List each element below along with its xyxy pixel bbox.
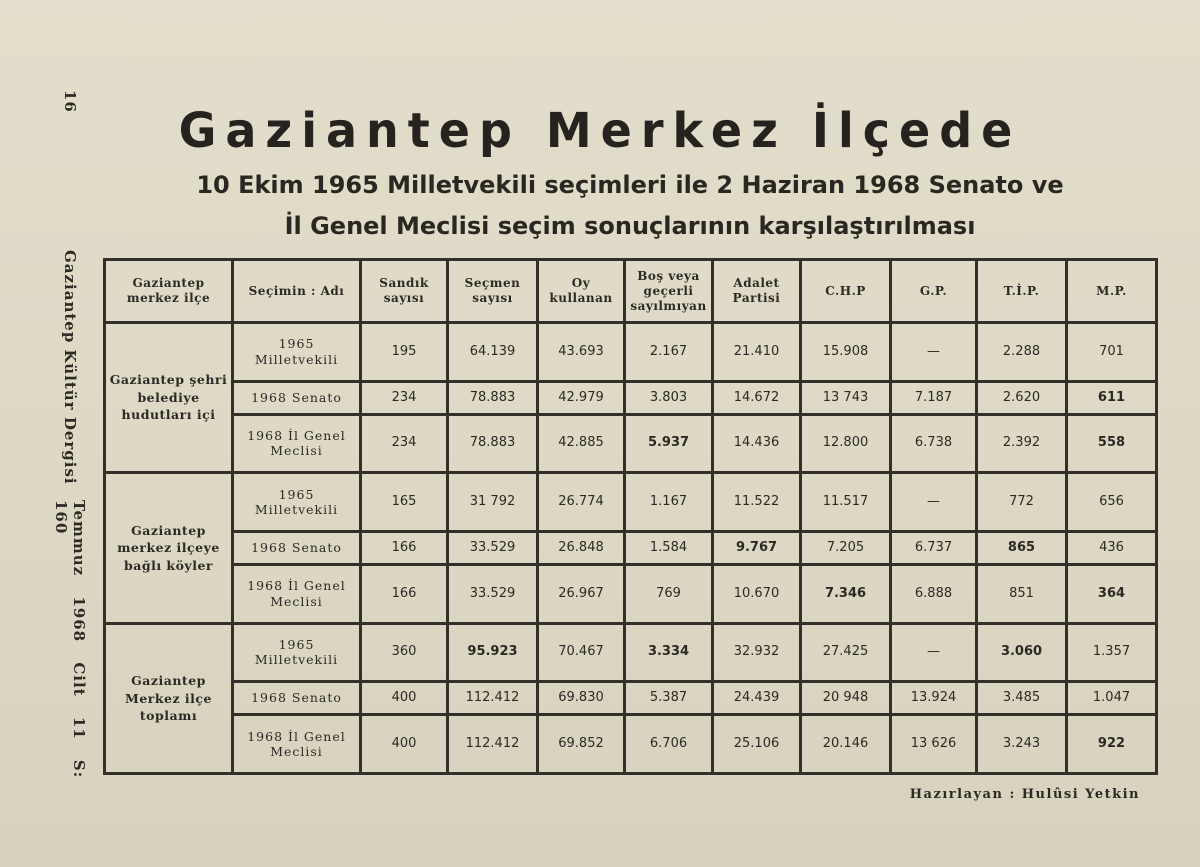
- header-invalid-votes: Boş veya geçerli sayılmıyan: [625, 260, 713, 323]
- cell-mp: 1.357: [1067, 623, 1157, 682]
- table-row: [105, 323, 1157, 382]
- table-row: [105, 564, 1157, 623]
- page-title: Gaziantep Merkez İlçede: [178, 101, 1022, 159]
- cell-tip: 2.392: [977, 414, 1067, 473]
- cell-invalid-votes: 5.387: [625, 682, 713, 715]
- cell-ap: 14.436: [713, 414, 801, 473]
- cell-ap: 25.106: [713, 715, 801, 774]
- cell-invalid-votes: 3.334: [625, 623, 713, 682]
- header-ballot-boxes: Sandık sayısı: [361, 260, 448, 323]
- cell-votes-cast: 42.979: [538, 381, 625, 414]
- cell-voters: 78.883: [448, 414, 538, 473]
- header-chp: C.H.P: [801, 260, 891, 323]
- cell-invalid-votes: 769: [625, 564, 713, 623]
- cell-ballot-boxes: 400: [361, 682, 448, 715]
- header-tip: T.İ.P.: [977, 260, 1067, 323]
- cell-ap: 11.522: [713, 473, 801, 532]
- header-voters: Seçmen sayısı: [448, 260, 538, 323]
- cell-ballot-boxes: 166: [361, 564, 448, 623]
- cell-votes-cast: 70.467: [538, 623, 625, 682]
- table-row: [105, 381, 1157, 414]
- table-row: [105, 531, 1157, 564]
- cell-ballot-boxes: 165: [361, 473, 448, 532]
- cell-voters: 33.529: [448, 564, 538, 623]
- table-row: [105, 715, 1157, 774]
- cell-ap: 24.439: [713, 682, 801, 715]
- cell-voters: 33.529: [448, 531, 538, 564]
- cell-voters: 31 792: [448, 473, 538, 532]
- cell-chp: 11.517: [801, 473, 891, 532]
- region-cell: Gaziantep merkez ilçeye bağlı köyler: [105, 473, 233, 623]
- election-name-cell: 1965 Milletvekili: [233, 473, 361, 532]
- cell-invalid-votes: 1.167: [625, 473, 713, 532]
- cell-invalid-votes: 2.167: [625, 323, 713, 382]
- cell-mp: 364: [1067, 564, 1157, 623]
- cell-tip: 772: [977, 473, 1067, 532]
- cell-gp: 6.888: [891, 564, 977, 623]
- cell-voters: 64.139: [448, 323, 538, 382]
- issue-info: Temmuz 1968 Cilt 11 S: 160: [52, 500, 88, 779]
- cell-ballot-boxes: 166: [361, 531, 448, 564]
- subtitle-line-2: İl Genel Meclisi seçim sonuçlarının karşılaştırılması: [284, 212, 976, 240]
- cell-tip: 3.243: [977, 715, 1067, 774]
- header-votes-cast: Oy kullanan: [538, 260, 625, 323]
- cell-votes-cast: 26.774: [538, 473, 625, 532]
- cell-votes-cast: 69.830: [538, 682, 625, 715]
- cell-ap: 9.767: [713, 531, 801, 564]
- cell-tip: 865: [977, 531, 1067, 564]
- election-name-cell: 1965 Milletvekili: [233, 323, 361, 382]
- table-header-row: [105, 260, 1157, 323]
- cell-invalid-votes: 6.706: [625, 715, 713, 774]
- cell-ballot-boxes: 360: [361, 623, 448, 682]
- page-number: 16: [61, 90, 79, 113]
- cell-gp: 7.187: [891, 381, 977, 414]
- header-gp: G.P.: [891, 260, 977, 323]
- cell-mp: 656: [1067, 473, 1157, 532]
- cell-mp: 922: [1067, 715, 1157, 774]
- region-cell: Gaziantep şehri belediye hudutları içi: [105, 323, 233, 473]
- cell-voters: 112.412: [448, 715, 538, 774]
- cell-ap: 14.672: [713, 381, 801, 414]
- table-row: [105, 623, 1157, 682]
- election-name-cell: 1968 Senato: [233, 682, 361, 715]
- cell-gp: —: [891, 623, 977, 682]
- cell-tip: 2.288: [977, 323, 1067, 382]
- credit-line: Hazırlayan : Hulûsi Yetkin: [909, 787, 1140, 802]
- header-mp: M.P.: [1067, 260, 1157, 323]
- cell-mp: 1.047: [1067, 682, 1157, 715]
- cell-chp: 15.908: [801, 323, 891, 382]
- election-name-cell: 1968 İl Genel Meclisi: [233, 715, 361, 774]
- election-name-cell: 1968 Senato: [233, 381, 361, 414]
- election-name-cell: 1968 İl Genel Meclisi: [233, 564, 361, 623]
- cell-gp: 6.737: [891, 531, 977, 564]
- cell-gp: 13.924: [891, 682, 977, 715]
- table-row: [105, 414, 1157, 473]
- cell-gp: —: [891, 473, 977, 532]
- region-cell: Gaziantep Merkez ilçe toplamı: [105, 623, 233, 773]
- cell-votes-cast: 26.967: [538, 564, 625, 623]
- header-region: Gaziantep merkez ilçe: [105, 260, 233, 323]
- cell-ap: 21.410: [713, 323, 801, 382]
- cell-ballot-boxes: 234: [361, 414, 448, 473]
- cell-voters: 78.883: [448, 381, 538, 414]
- journal-name: Gaziantep Kültür Dergisi: [61, 250, 79, 485]
- cell-invalid-votes: 3.803: [625, 381, 713, 414]
- table-row: [105, 473, 1157, 532]
- cell-votes-cast: 42.885: [538, 414, 625, 473]
- cell-votes-cast: 26.848: [538, 531, 625, 564]
- cell-ballot-boxes: 400: [361, 715, 448, 774]
- cell-tip: 3.060: [977, 623, 1067, 682]
- cell-tip: 2.620: [977, 381, 1067, 414]
- cell-chp: 12.800: [801, 414, 891, 473]
- cell-ballot-boxes: 195: [361, 323, 448, 382]
- table-row: [105, 682, 1157, 715]
- cell-gp: 6.738: [891, 414, 977, 473]
- cell-mp: 558: [1067, 414, 1157, 473]
- cell-votes-cast: 69.852: [538, 715, 625, 774]
- cell-tip: 851: [977, 564, 1067, 623]
- cell-gp: —: [891, 323, 977, 382]
- cell-mp: 701: [1067, 323, 1157, 382]
- election-name-cell: 1968 Senato: [233, 531, 361, 564]
- cell-ballot-boxes: 234: [361, 381, 448, 414]
- cell-invalid-votes: 1.584: [625, 531, 713, 564]
- cell-gp: 13 626: [891, 715, 977, 774]
- election-name-cell: 1965 Milletvekili: [233, 623, 361, 682]
- cell-chp: 7.205: [801, 531, 891, 564]
- election-name-cell: 1968 İl Genel Meclisi: [233, 414, 361, 473]
- cell-chp: 7.346: [801, 564, 891, 623]
- header-election: Seçimin : Adı: [233, 260, 361, 323]
- cell-mp: 611: [1067, 381, 1157, 414]
- cell-chp: 20 948: [801, 682, 891, 715]
- cell-votes-cast: 43.693: [538, 323, 625, 382]
- cell-voters: 112.412: [448, 682, 538, 715]
- cell-mp: 436: [1067, 531, 1157, 564]
- cell-chp: 27.425: [801, 623, 891, 682]
- cell-voters: 95.923: [448, 623, 538, 682]
- cell-chp: 20.146: [801, 715, 891, 774]
- cell-invalid-votes: 5.937: [625, 414, 713, 473]
- cell-ap: 10.670: [713, 564, 801, 623]
- subtitle-line-1: 10 Ekim 1965 Milletvekili seçimleri ile 2 Haziran 1968 Senato ve: [196, 171, 1064, 199]
- cell-tip: 3.485: [977, 682, 1067, 715]
- cell-chp: 13 743: [801, 381, 891, 414]
- header-ap: Adalet Partisi: [713, 260, 801, 323]
- cell-ap: 32.932: [713, 623, 801, 682]
- election-results-table: [103, 258, 1158, 775]
